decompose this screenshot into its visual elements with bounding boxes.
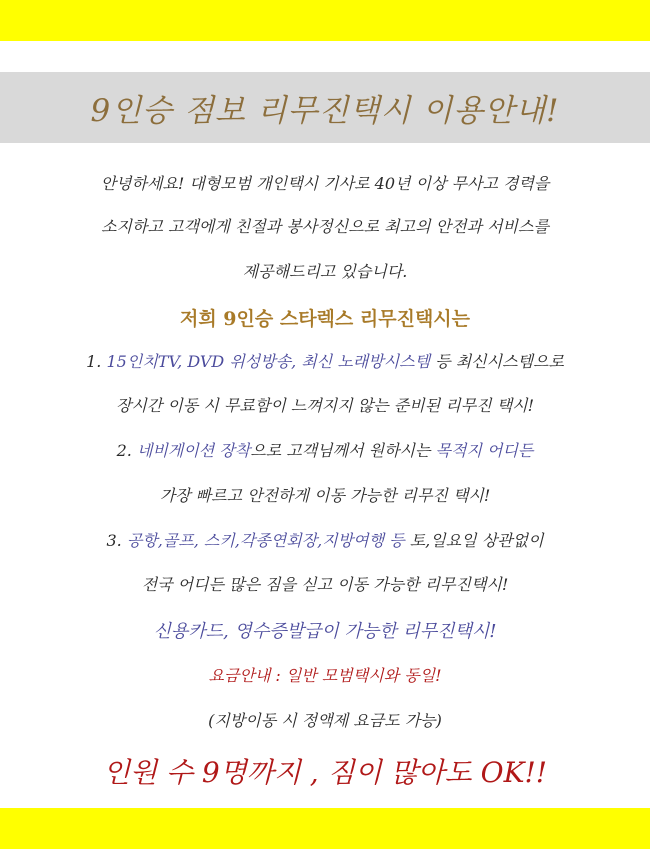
- top-yellow-band: [0, 0, 650, 41]
- item1-highlight: 15인치TV, DVD 위성방송, 최신 노래방시스템: [106, 352, 431, 371]
- item1-number: 1.: [86, 352, 107, 371]
- closing-line: 인원 수 9명까지 , 짐이 많아도 OK!!: [102, 756, 548, 789]
- item2-number: 2.: [116, 441, 137, 460]
- bottom-yellow-band: [0, 808, 650, 849]
- subtitle: 저희 9인승 스타렉스 리무진택시는: [179, 308, 471, 330]
- item1-line-2: 장시간 이동 시 무료함이 느껴지지 않는 준비된 리무진 택시!: [115, 396, 535, 415]
- item1-line-1: [0, 349, 650, 372]
- fare-note: (지방이동 시 정액제 요금도 가능): [208, 711, 442, 730]
- card-line: 신용카드, 영수증발급이 가능한 리무진택시!: [153, 621, 497, 642]
- item3-highlight: 공항,골프, 스키,각종연회장,지방여행 등: [126, 531, 405, 550]
- title-bar: [0, 72, 650, 143]
- item2-highlight-1: 네비게이션 장착: [136, 441, 251, 460]
- intro-line-1: 안녕하세요! 대형모범 개인택시 기사로 40년 이상 무사고 경력을: [100, 174, 550, 193]
- intro-line-3: 제공해드리고 있습니다.: [242, 262, 408, 281]
- intro-line-2: 소지하고 고객에게 친절과 봉사정신으로 최고의 안전과 서비스를: [101, 217, 549, 236]
- item1-rest: 등 최신시스템으로: [430, 352, 564, 371]
- item3-rest: 토,일요일 상관없이: [404, 531, 544, 550]
- item2-mid: 으로 고객님께서 원하시는: [250, 441, 436, 460]
- item3-number: 3.: [106, 531, 127, 550]
- item2-line-2: 가장 빠르고 안전하게 이동 가능한 리무진 택시!: [159, 486, 491, 505]
- fare-line: 요금안내 : 일반 모범택시와 동일!: [208, 666, 442, 685]
- item2-highlight-2: 목적지 어디든: [435, 441, 534, 460]
- item3-line-1: [0, 528, 650, 551]
- page-title: 9인승 점보 리무진택시 이용안내!: [90, 93, 560, 129]
- item3-line-2: 전국 어디든 많은 짐을 싣고 이동 가능한 리무진택시!: [141, 575, 509, 594]
- item2-line-1: [0, 438, 650, 461]
